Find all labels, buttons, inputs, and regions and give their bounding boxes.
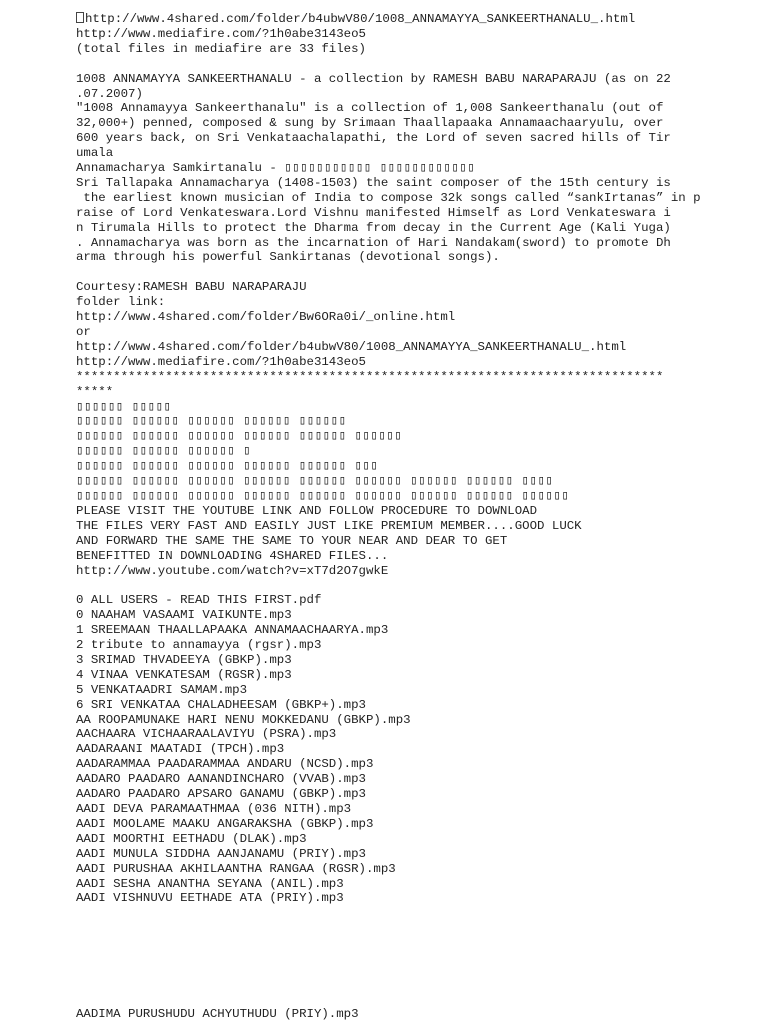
intro-line: . Annamacharya was born as the incarnation of Hari Nandakam(sword) to promote Dh (76, 235, 671, 250)
unrendered-script-block (76, 400, 756, 504)
courtesy-line: Courtesy:RAMESH BABU NARAPARAJU (76, 280, 307, 295)
intro-line: 32,000+) penned, composed & sung by Srimaan Thaallapaaka Annamaachaaryulu, over (76, 116, 664, 131)
header-url-mediafire[interactable]: http://www.mediafire.com/?1h0abe3143eo5 (76, 26, 366, 41)
header-file-count: (total files in mediafire are 33 files) (76, 41, 366, 56)
unrendered-script-glyphs: ▯▯▯▯▯▯▯▯▯▯▯ ▯▯▯▯▯▯▯▯▯▯▯▯ (284, 161, 476, 176)
intro-line: raise of Lord Venkateswara.Lord Vishnu manifested Himself as Lord Venkateswara i (76, 205, 671, 220)
youtube-link[interactable]: http://www.youtube.com/watch?v=xT7d2O7gwkE (76, 563, 389, 578)
intro-line: .07.2007) (76, 86, 143, 101)
file-list-item[interactable]: 5 VENKATAADRI SAMAM.mp3 (76, 682, 248, 697)
file-list-item[interactable]: AADARAANI MAATADI (TPCH).mp3 (76, 742, 285, 757)
file-list-item[interactable]: AADI MOOLAME MAAKU ANGARAKSHA (GBKP).mp3 (76, 816, 374, 831)
intro-title-line (76, 161, 756, 176)
file-list-item[interactable]: AA ROOPAMUNAKE HARI NENU MOKKEDANU (GBKP).mp3 (76, 712, 411, 727)
intro-line: umala (76, 146, 114, 161)
missing-glyph-icon (76, 12, 84, 23)
intro-title-prefix: Annamacharya Samkirtanalu - (76, 161, 285, 176)
file-list-item[interactable]: 6 SRI VENKATAA CHALADHEESAM (GBKP+).mp3 (76, 697, 366, 712)
or-label: or (76, 325, 91, 339)
header-url-4shared[interactable] (76, 12, 756, 27)
intro-line: n Tirumala Hills to protect the Dharma from decay in the Current Age (Kali Yuga) (76, 220, 671, 235)
document-body (76, 12, 756, 906)
intro-line: the earliest known musician of India to compose 32k songs called “sankIrtanas” in p (76, 190, 701, 205)
notice-line: PLEASE VISIT THE YOUTUBE LINK AND FOLLOW PROCEDURE TO DOWNLOAD (76, 503, 538, 518)
unrendered-script-line: ▯▯▯▯▯▯ ▯▯▯▯▯▯ ▯▯▯▯▯▯ ▯▯▯▯▯▯ ▯▯▯▯▯▯ ▯▯▯▯▯▯ ▯▯▯▯▯▯ ▯▯▯▯▯▯ ▯▯▯▯ (76, 474, 554, 489)
intro-line: arma through his powerful Sankirtanas (devotional songs). (76, 250, 500, 265)
stars-divider: ******************************************************************************* (76, 369, 664, 384)
unrendered-script-line: ▯▯▯▯▯▯ ▯▯▯▯▯▯ ▯▯▯▯▯▯ ▯ (76, 444, 252, 459)
intro-line: 1008 ANNAMAYYA SANKEERTHANALU - a collection by RAMESH BABU NARAPARAJU (as on 22 (76, 71, 671, 86)
intro-line: Sri Tallapaka Annamacharya (1408-1503) the saint composer of the 15th century is (76, 175, 671, 190)
folder-link-url[interactable]: http://www.4shared.com/folder/b4ubwV80/1008_ANNAMAYYA_SANKEERTHANALU_.html (76, 339, 627, 354)
folder-link-label: folder link: (76, 295, 166, 310)
file-list-item[interactable]: AADI MOORTHI EETHADU (DLAK).mp3 (76, 831, 307, 846)
file-list (76, 593, 756, 906)
mediafire-link-url[interactable]: http://www.mediafire.com/?1h0abe3143eo5 (76, 354, 366, 369)
unrendered-script-line: ▯▯▯▯▯▯ ▯▯▯▯▯▯ ▯▯▯▯▯▯ ▯▯▯▯▯▯ ▯▯▯▯▯▯ ▯▯▯ (76, 459, 379, 474)
folder-link-url[interactable]: http://www.4shared.com/folder/Bw6ORa0i/_online.html (76, 310, 456, 325)
file-list-item[interactable]: AADIMA PURUSHUDU ACHYUTHUDU (PRIY).mp3 (76, 1007, 359, 1021)
spacer (76, 57, 756, 72)
notice-line: AND FORWARD THE SAME THE SAME TO YOUR NEAR AND DEAR TO GET (76, 533, 508, 548)
intro-line: 600 years back, on Sri Venkataachalapathi, the Lord of seven sacred hills of Tir (76, 131, 671, 146)
file-list-item[interactable]: AADI SESHA ANANTHA SEYANA (ANIL).mp3 (76, 876, 344, 891)
file-list-item[interactable]: 2 tribute to annamayya (rgsr).mp3 (76, 638, 322, 653)
unrendered-script-line: ▯▯▯▯▯▯ ▯▯▯▯▯▯ ▯▯▯▯▯▯ ▯▯▯▯▯▯ ▯▯▯▯▯▯ (76, 414, 347, 429)
notice-line: BENEFITTED IN DOWNLOADING 4SHARED FILES... (76, 548, 389, 563)
file-list-item[interactable]: AADI VISHNUVU EETHADE ATA (PRIY).mp3 (76, 891, 344, 906)
file-list-item[interactable]: 0 NAAHAM VASAAMI VAIKUNTE.mp3 (76, 608, 292, 623)
file-list-item[interactable]: AADI DEVA PARAMAATHMAA (036 NITH).mp3 (76, 801, 352, 816)
file-list-item[interactable]: 1 SREEMAAN THAALLAPAAKA ANNAMAACHAARYA.mp3 (76, 623, 389, 638)
file-list-item[interactable]: AADI MUNULA SIDDHA AANJANAMU (PRIY).mp3 (76, 846, 366, 861)
notice-line: THE FILES VERY FAST AND EASILY JUST LIKE PREMIUM MEMBER....GOOD LUCK (76, 518, 582, 533)
intro-line: "1008 Annamayya Sankeerthanalu" is a collection of 1,008 Sankeerthanalu (out of (76, 101, 664, 116)
file-list-item[interactable]: AACHAARA VICHAARAALAVIYU (PSRA).mp3 (76, 727, 337, 742)
file-list-item[interactable]: 3 SRIMAD THVADEEYA (GBKP).mp3 (76, 652, 292, 667)
file-list-item[interactable]: AADARAMMAA PAADARAMMAA ANDARU (NCSD).mp3 (76, 757, 374, 772)
file-list-item[interactable]: AADARO PAADARO APSARO GANAMU (GBKP).mp3 (76, 787, 366, 802)
file-list-item[interactable]: 4 VINAA VENKATESAM (RGSR).mp3 (76, 667, 292, 682)
file-list-item[interactable]: AADARO PAADARO AANANDINCHARO (VVAB).mp3 (76, 772, 366, 787)
unrendered-script-line: ▯▯▯▯▯▯ ▯▯▯▯▯▯ ▯▯▯▯▯▯ ▯▯▯▯▯▯ ▯▯▯▯▯▯ ▯▯▯▯▯▯ (76, 429, 411, 444)
file-list-item[interactable]: AADI PURUSHAA AKHILAANTHA RANGAA (RGSR).mp3 (76, 861, 396, 876)
unrendered-script-line: ▯▯▯▯▯▯ ▯▯▯▯▯▯ ▯▯▯▯▯▯ ▯▯▯▯▯▯ ▯▯▯▯▯▯ ▯▯▯▯▯▯ ▯▯▯▯▯▯ ▯▯▯▯▯▯ ▯▯▯▯▯▯ (76, 488, 570, 503)
header-url-4shared-text[interactable]: http://www.4shared.com/folder/b4ubwV80/1008_ANNAMAYYA_SANKEERTHANALU_.html (85, 12, 636, 26)
spacer (76, 578, 756, 593)
stars-divider: ***** (76, 384, 114, 399)
file-list-item[interactable]: 0 ALL USERS - READ THIS FIRST.pdf (76, 593, 322, 608)
unrendered-script-line: ▯▯▯▯▯▯ ▯▯▯▯▯ (76, 399, 172, 414)
spacer (76, 265, 756, 280)
